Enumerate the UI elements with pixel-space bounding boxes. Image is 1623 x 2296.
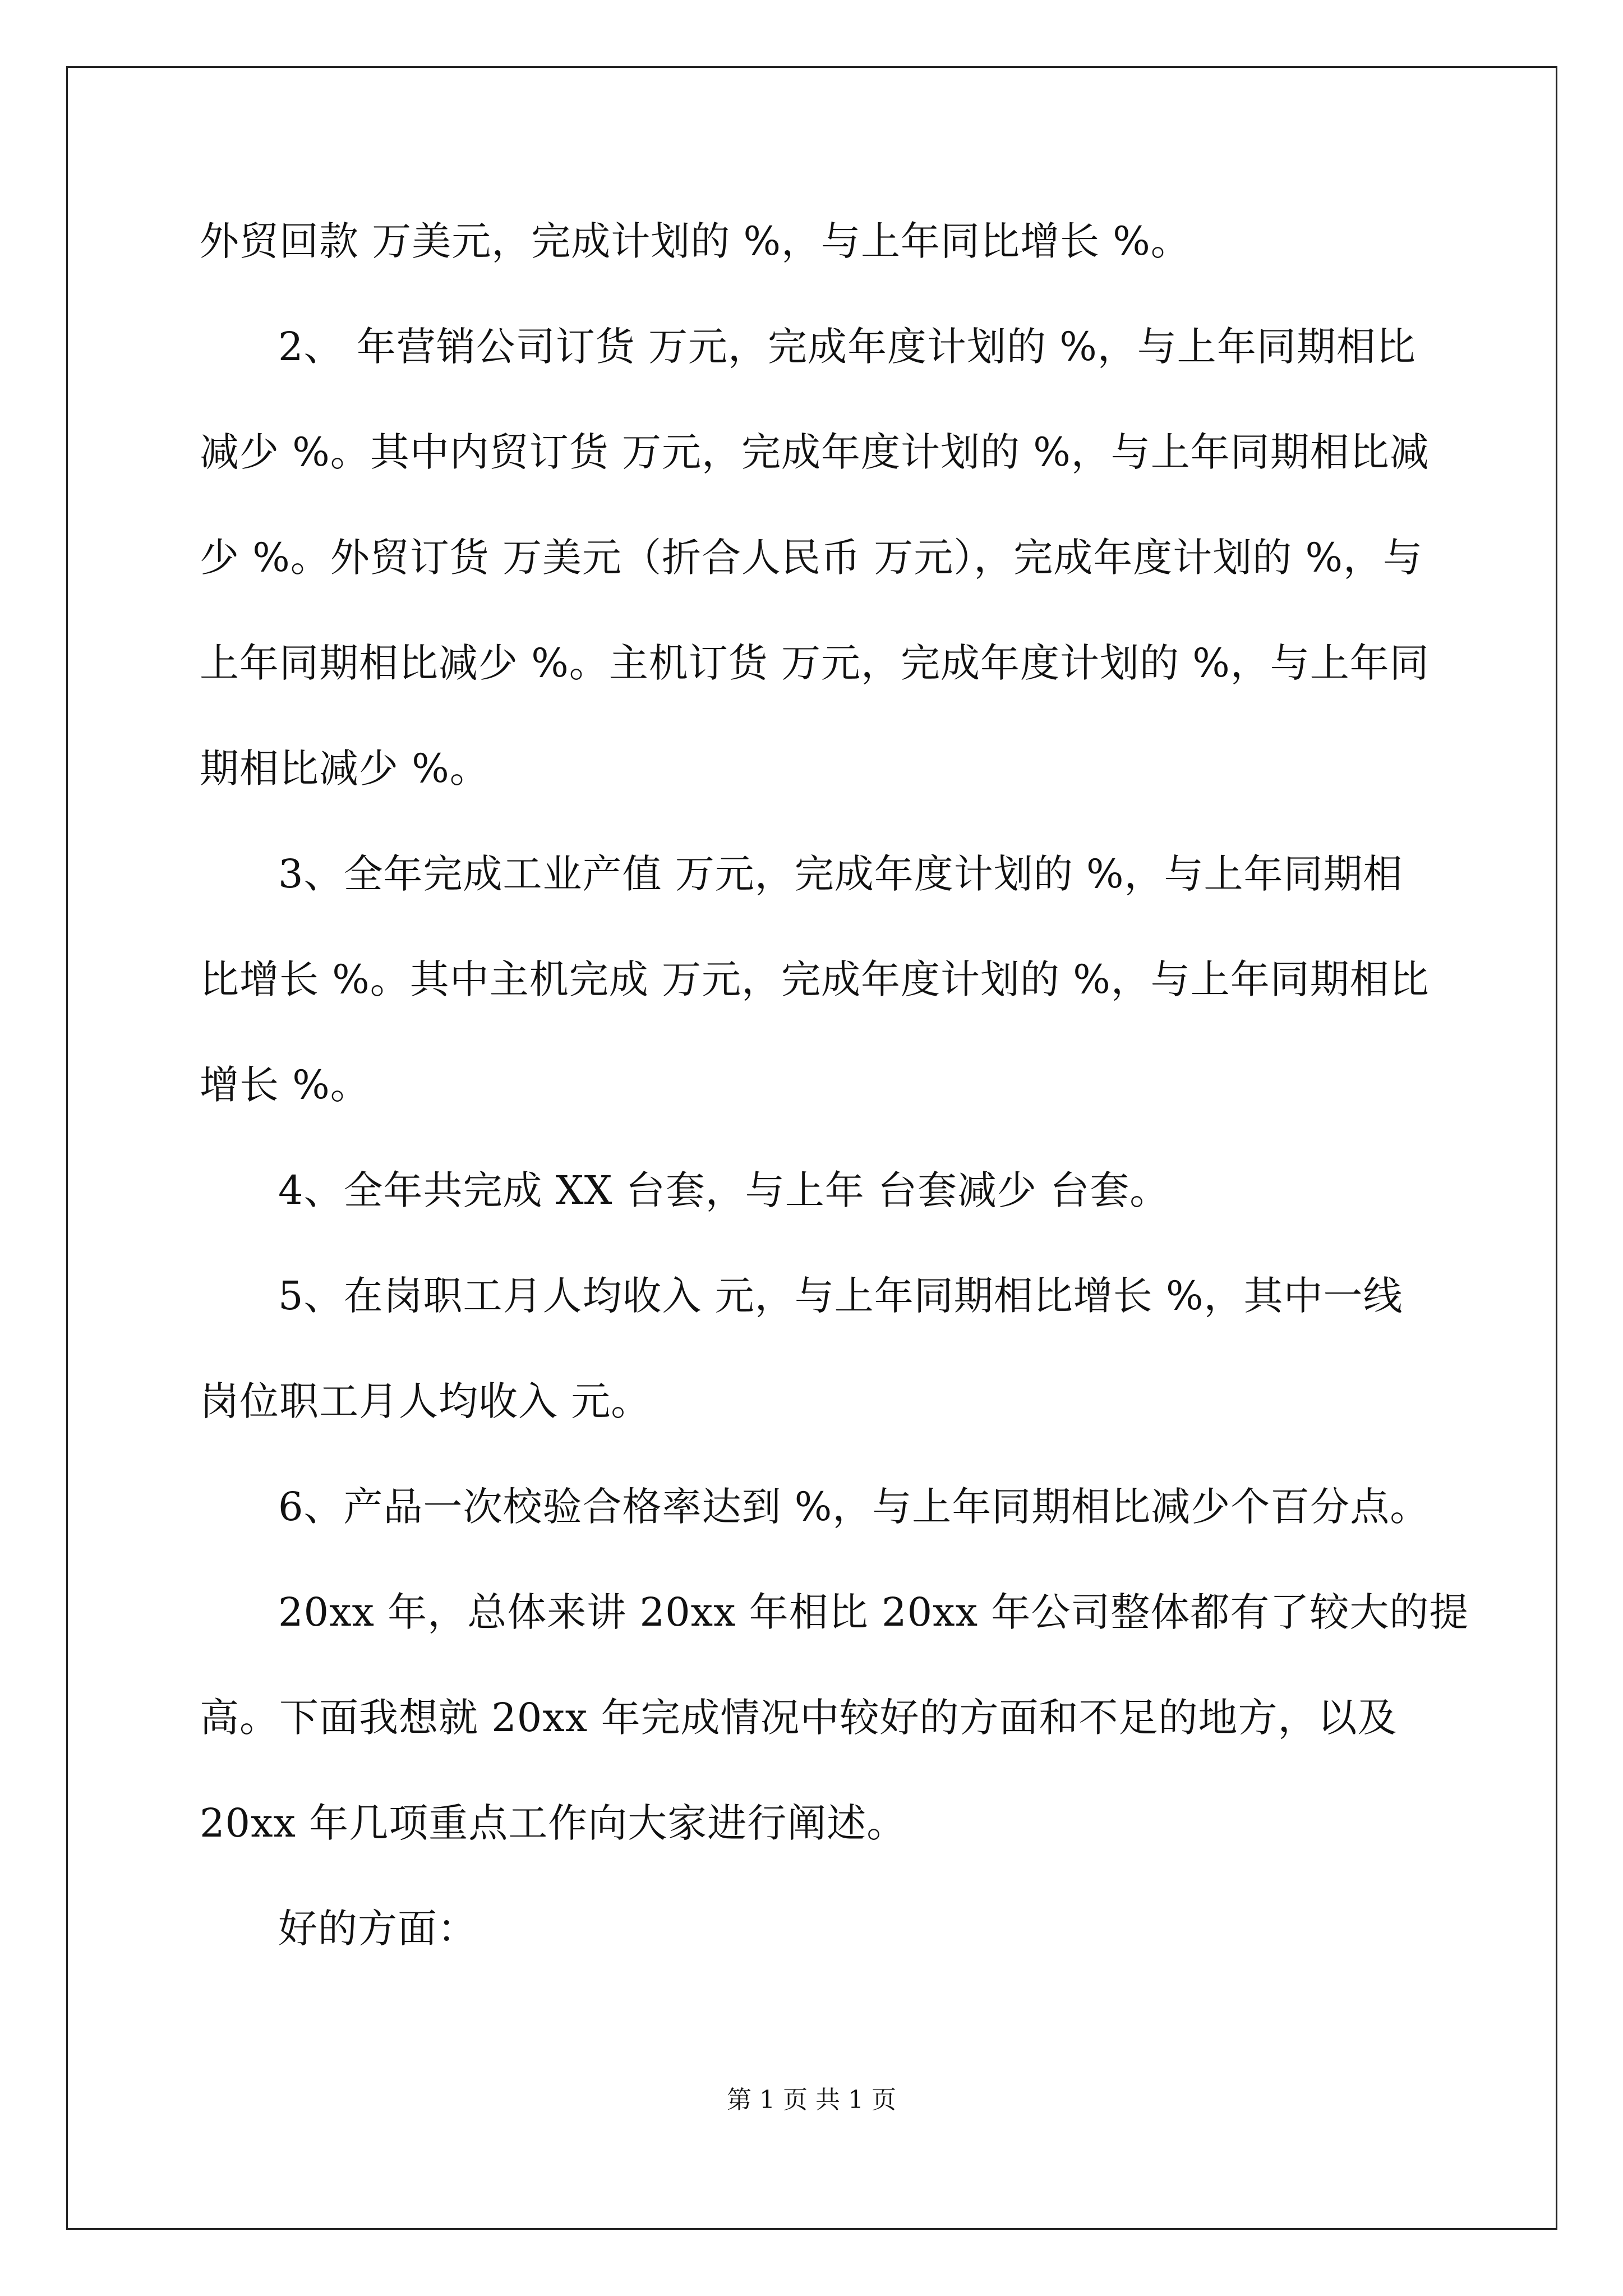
text-line: 增长 %。: [200, 1062, 370, 1108]
text-line: 上年同期相比减少 %。主机订货 万元，完成年度计划的 %，与上年同: [200, 640, 1430, 686]
text-line: 期相比减少 %。: [200, 746, 490, 792]
text-line: 少 %。外贸订货 万美元（折合人民币 万元），完成年度计划的 %，与: [200, 535, 1423, 581]
text-line: 高。下面我想就 20xx 年完成情况中较好的方面和不足的地方，以及: [200, 1695, 1398, 1741]
page-footer: 第 1 页 共 1 页: [727, 2086, 896, 2114]
text-line: 4、全年共完成 XX 台套，与上年 台套减少 台套。: [278, 1167, 1170, 1213]
text-line: 比增长 %。其中主机完成 万元，完成年度计划的 %，与上年同期相比: [200, 956, 1430, 1002]
text-line: 2、 年营销公司订货 万元，完成年度计划的 %，与上年同期相比: [278, 324, 1416, 370]
text-line: 20xx 年几项重点工作向大家进行阐述。: [200, 1800, 907, 1846]
text-line: 外贸回款 万美元，完成计划的 %，与上年同比增长 %。: [200, 218, 1191, 264]
text-line: 岗位职工月人均收入 元。: [200, 1378, 651, 1424]
text-line: 减少 %。其中内贸订货 万元，完成年度计划的 %，与上年同期相比减: [200, 429, 1430, 475]
text-line: 5、在岗职工月人均收入 元，与上年同期相比增长 %，其中一线: [278, 1273, 1403, 1319]
text-line: 20xx 年，总体来讲 20xx 年相比 20xx 年公司整体都有了较大的提: [278, 1589, 1469, 1635]
text-line: 好的方面：: [278, 1906, 477, 1952]
text-line: 6、产品一次校验合格率达到 %，与上年同期相比减少个百分点。: [278, 1484, 1430, 1530]
text-line: 3、全年完成工业产值 万元，完成年度计划的 %，与上年同期相: [278, 851, 1403, 897]
